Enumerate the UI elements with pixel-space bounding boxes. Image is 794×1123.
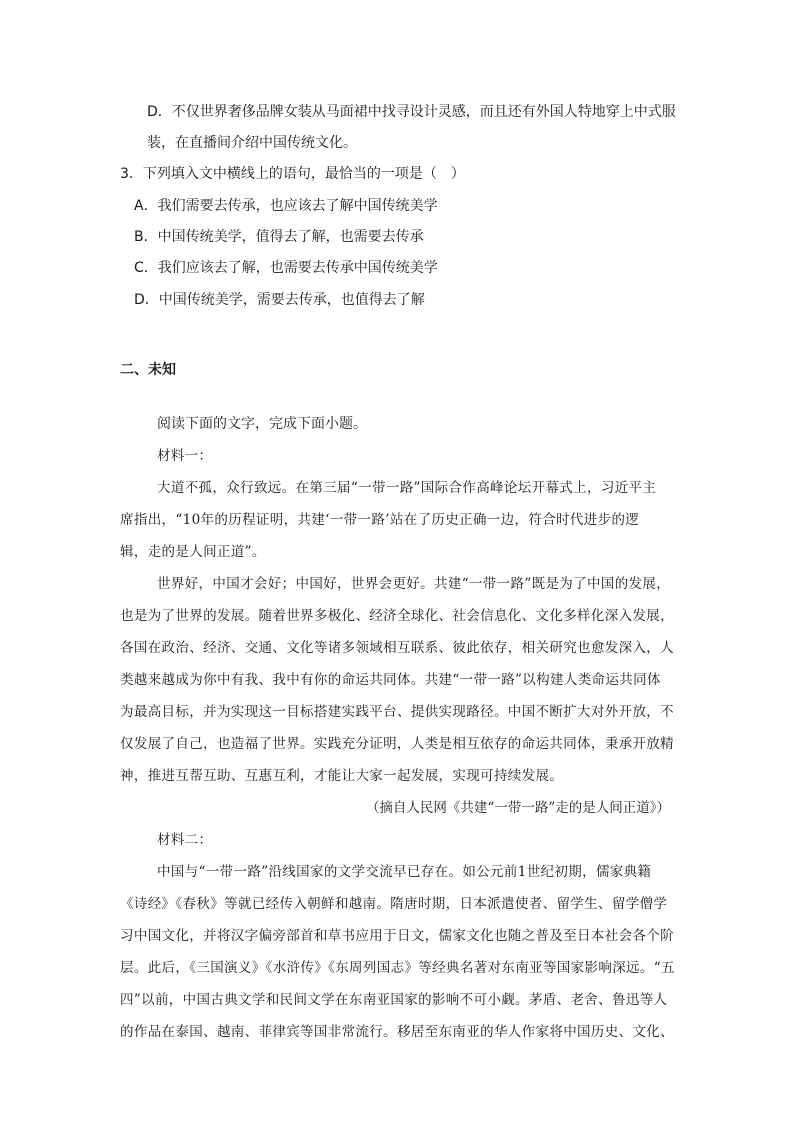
section-two-heading: 二、未知 <box>120 362 176 378</box>
m1-p1-line2: 席指出，“10年的历程证明，共建‘一带一路’站在了历史正确一边，符合时代进步的逻 <box>120 512 640 528</box>
m1-p2-line6: 仅发展了自己，也造福了世界。实践充分证明，人类是相互依存的命运共同体，秉承开放精 <box>120 736 674 752</box>
m2-p1-line1: 中国与“一带一路”沿线国家的文学交流早已存在。如公元前1世纪初期，儒家典籍 <box>157 864 652 880</box>
q3-option-b: B．中国传统美学，值得去了解，也需要去传承 <box>134 229 424 245</box>
material-one-source: （摘自人民网《共建“一带一路”走的是人间正道》） <box>365 800 670 816</box>
m2-p1-line3: 习中国文化，并将汉字偏旁部首和草书应用于日文，儒家文化也随之普及至日本社会各个阶 <box>120 928 674 944</box>
m1-p2-line4: 类越来越成为你中有我、我中有你的命运共同体。共建“一带一路”以构建人类命运共同体 <box>120 672 661 688</box>
prev-option-d-line1: D．不仅世界奢侈品牌女装从马面裙中找寻设计灵感，而且还有外国人特地穿上中式服 <box>147 104 676 120</box>
m1-p2-line1: 世界好，中国才会好；中国好，世界会更好。共建“一带一路”既是为了中国的发展， <box>157 576 671 592</box>
reading-instruction: 阅读下面的文字，完成下面小题。 <box>157 416 367 432</box>
m1-p2-line3: 各国在政治、经济、交通、文化等诸多领域相互联系、彼此依存，相关研究也愈发深入，人 <box>120 640 674 656</box>
q3-stem: 3．下列填入文中横线上的语句，最恰当的一项是（ ） <box>120 166 465 182</box>
material-one-label: 材料一： <box>157 448 213 464</box>
m2-p1-line6: 的作品在泰国、越南、菲律宾等国非常流行。移居至东南亚的华人作家将中国历史、文化、 <box>120 1024 674 1040</box>
m2-p1-line2: 《诗经》《春秋》等就已经传入朝鲜和越南。隋唐时期，日本派遣使者、留学生、留学僧学 <box>120 896 668 912</box>
q3-option-a: A．我们需要去传承，也应该去了解中国传统美学 <box>134 198 438 214</box>
q3-option-c: C．我们应该去了解，也需要去传承中国传统美学 <box>134 260 438 276</box>
q3-option-d: D．中国传统美学，需要去传承，也值得去了解 <box>134 292 425 308</box>
m1-p2-line2: 也是为了世界的发展。随着世界多极化、经济全球化、社会信息化、文化多样化深入发展， <box>120 608 674 624</box>
m2-p1-line5: 四”以前，中国古典文学和民间文学在东南亚国家的影响不可小觑。茅盾、老舍、鲁迅等人 <box>120 992 668 1008</box>
m1-p1-line3: 辑，走的是人间正道”。 <box>120 544 266 560</box>
m1-p2-line5: 为最高目标，并为实现这一目标搭建实践平台、提供实现路径。中国不断扩大对外开放，不 <box>120 704 674 720</box>
prev-option-d-line2: 装，在直播间介绍中国传统文化。 <box>147 135 357 151</box>
m1-p2-line7: 神，推进互帮互助、互惠互利，才能让大家一起发展，实现可持续发展。 <box>120 768 564 784</box>
m2-p1-line4: 层。此后，《三国演义》《水浒传》《东周列国志》等经典名著对东南亚等国家影响深远。“五 <box>120 960 675 976</box>
material-two-label: 材料二： <box>157 832 213 848</box>
m1-p1-line1: 大道不孤，众行致远。在第三届“一带一路”国际合作高峰论坛开幕式上，习近平主 <box>157 480 657 496</box>
